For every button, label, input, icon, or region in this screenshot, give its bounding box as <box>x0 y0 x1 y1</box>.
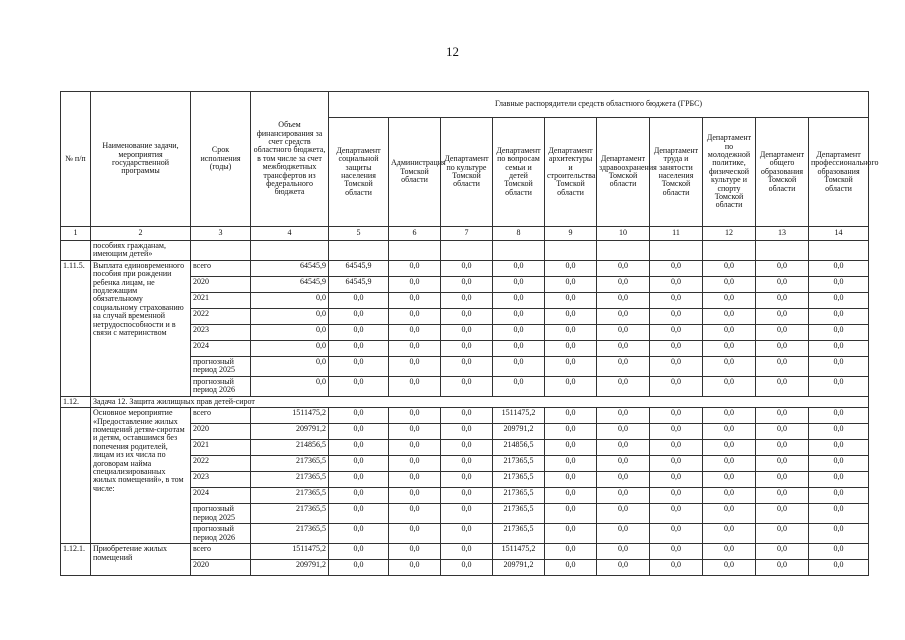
row-period: прогнозный период 2026 <box>191 376 251 396</box>
value-cell: 0,0 <box>809 260 869 276</box>
value-cell: 0,0 <box>809 356 869 376</box>
row-period: 2023 <box>191 324 251 340</box>
value-cell: 0,0 <box>756 504 809 524</box>
value-cell: 0,0 <box>493 376 545 396</box>
value-cell: 0,0 <box>441 524 493 544</box>
value-cell: 0,0 <box>809 340 869 356</box>
value-cell: 0,0 <box>389 260 441 276</box>
value-cell: 0,0 <box>597 544 650 560</box>
row-period: 2023 <box>191 472 251 488</box>
value-cell: 0,0 <box>650 260 703 276</box>
value-cell: 0,0 <box>650 308 703 324</box>
column-number: 12 <box>703 227 756 241</box>
value-cell: 0,0 <box>441 292 493 308</box>
value-cell: 0,0 <box>329 324 389 340</box>
value-cell: 0,0 <box>650 408 703 424</box>
page-number: 12 <box>446 44 459 59</box>
header-grbs-10: Департамент профессионального образования Томской области <box>809 118 869 227</box>
value-cell: 0,0 <box>809 524 869 544</box>
value-cell: 0,0 <box>809 424 869 440</box>
value-cell: 0,0 <box>597 472 650 488</box>
value-cell: 0,0 <box>329 292 389 308</box>
value-cell: 217365,5 <box>493 472 545 488</box>
value-cell: 0,0 <box>597 524 650 544</box>
value-cell: 0,0 <box>493 308 545 324</box>
continuation-row <box>61 241 869 261</box>
value-cell: 217365,5 <box>251 488 329 504</box>
value-cell: 0,0 <box>650 504 703 524</box>
value-cell: 0,0 <box>597 424 650 440</box>
value-cell: 0,0 <box>329 440 389 456</box>
value-cell: 0,0 <box>703 260 756 276</box>
header-col-volume: Объем финансирования за счет средств областного бюджета, в том числе за счет межбюджетных трансфертов из федерального бюджета <box>251 92 329 227</box>
row-period: 2024 <box>191 488 251 504</box>
value-cell: 0,0 <box>809 544 869 560</box>
value-cell: 0,0 <box>650 560 703 576</box>
column-number: 6 <box>389 227 441 241</box>
value-cell: 0,0 <box>597 340 650 356</box>
value-cell: 0,0 <box>703 504 756 524</box>
row-id: 1.11.5. <box>61 260 91 396</box>
header-grbs-3: Департамент по культуре Томской области <box>441 118 493 227</box>
column-number: 2 <box>91 227 191 241</box>
value-cell: 0,0 <box>597 276 650 292</box>
value-cell: 0,0 <box>545 324 597 340</box>
header-grbs-4: Департамент по вопросам семьи и детей Томской области <box>493 118 545 227</box>
value-cell: 0,0 <box>389 504 441 524</box>
value-cell: 0,0 <box>545 260 597 276</box>
row-period: прогнозный период 2025 <box>191 356 251 376</box>
value-cell: 0,0 <box>329 308 389 324</box>
task-id: 1.12. <box>61 396 91 407</box>
value-cell: 0,0 <box>545 308 597 324</box>
value-cell: 0,0 <box>389 324 441 340</box>
value-cell: 0,0 <box>703 340 756 356</box>
value-cell: 0,0 <box>545 292 597 308</box>
value-cell: 0,0 <box>441 276 493 292</box>
value-cell: 0,0 <box>441 356 493 376</box>
value-cell: 0,0 <box>650 324 703 340</box>
value-cell: 1511475,2 <box>493 544 545 560</box>
value-cell: 0,0 <box>545 424 597 440</box>
value-cell: 0,0 <box>389 308 441 324</box>
row-period: всего <box>191 408 251 424</box>
value-cell: 0,0 <box>251 340 329 356</box>
value-cell: 0,0 <box>389 560 441 576</box>
value-cell: 0,0 <box>650 488 703 504</box>
value-cell: 0,0 <box>441 440 493 456</box>
row-period: всего <box>191 260 251 276</box>
header-col-num: № п/п <box>61 92 91 227</box>
value-cell: 0,0 <box>597 440 650 456</box>
value-cell: 0,0 <box>703 440 756 456</box>
value-cell: 0,0 <box>756 524 809 544</box>
header-grbs-9: Департамент общего образования Томской области <box>756 118 809 227</box>
value-cell: 0,0 <box>597 356 650 376</box>
value-cell: 0,0 <box>329 560 389 576</box>
value-cell: 0,0 <box>703 456 756 472</box>
value-cell: 0,0 <box>809 488 869 504</box>
value-cell: 0,0 <box>545 560 597 576</box>
header-col-name: Наименование задачи, мероприятия государственной программы <box>91 92 191 227</box>
value-cell: 0,0 <box>389 340 441 356</box>
column-number: 8 <box>493 227 545 241</box>
value-cell: 0,0 <box>650 440 703 456</box>
value-cell: 0,0 <box>597 292 650 308</box>
value-cell: 0,0 <box>389 456 441 472</box>
column-number: 5 <box>329 227 389 241</box>
value-cell: 0,0 <box>756 292 809 308</box>
value-cell: 0,0 <box>756 472 809 488</box>
budget-table <box>60 91 879 576</box>
value-cell: 217365,5 <box>493 524 545 544</box>
value-cell: 0,0 <box>493 324 545 340</box>
value-cell: 0,0 <box>251 308 329 324</box>
task-title: Задача 12. Защита жилищных прав детей-сирот <box>91 396 869 407</box>
row-period: всего <box>191 544 251 560</box>
value-cell: 0,0 <box>493 276 545 292</box>
header-grbs-2: Администрация Томской области <box>389 118 441 227</box>
column-number: 10 <box>597 227 650 241</box>
value-cell: 0,0 <box>756 340 809 356</box>
value-cell: 0,0 <box>703 424 756 440</box>
value-cell: 0,0 <box>756 456 809 472</box>
value-cell: 0,0 <box>441 560 493 576</box>
value-cell: 0,0 <box>809 504 869 524</box>
table-row <box>61 544 869 560</box>
row-period: 2021 <box>191 292 251 308</box>
value-cell: 0,0 <box>329 544 389 560</box>
value-cell: 0,0 <box>389 356 441 376</box>
value-cell: 0,0 <box>329 524 389 544</box>
value-cell: 217365,5 <box>251 472 329 488</box>
value-cell: 0,0 <box>329 472 389 488</box>
value-cell: 1511475,2 <box>251 408 329 424</box>
row-period: прогнозный период 2025 <box>191 504 251 524</box>
value-cell: 0,0 <box>703 292 756 308</box>
value-cell: 0,0 <box>441 340 493 356</box>
column-number: 9 <box>545 227 597 241</box>
value-cell: 0,0 <box>329 376 389 396</box>
column-number: 14 <box>809 227 869 241</box>
value-cell: 0,0 <box>493 356 545 376</box>
value-cell: 0,0 <box>703 472 756 488</box>
value-cell: 0,0 <box>703 560 756 576</box>
row-period: 2022 <box>191 308 251 324</box>
value-cell: 0,0 <box>251 324 329 340</box>
header-grbs-5: Департамент архитектуры и строительства Томской области <box>545 118 597 227</box>
value-cell: 0,0 <box>545 376 597 396</box>
value-cell: 0,0 <box>703 408 756 424</box>
header-grbs-group: Главные распорядители средств областного бюджета (ГРБС) <box>329 92 869 118</box>
value-cell: 0,0 <box>809 308 869 324</box>
value-cell: 0,0 <box>545 472 597 488</box>
column-number: 11 <box>650 227 703 241</box>
value-cell: 0,0 <box>703 308 756 324</box>
column-number: 3 <box>191 227 251 241</box>
value-cell: 217365,5 <box>493 488 545 504</box>
value-cell: 0,0 <box>329 424 389 440</box>
value-cell: 0,0 <box>441 424 493 440</box>
value-cell: 1511475,2 <box>493 408 545 424</box>
value-cell: 0,0 <box>441 456 493 472</box>
value-cell: 0,0 <box>703 376 756 396</box>
value-cell: 0,0 <box>441 324 493 340</box>
value-cell: 64545,9 <box>251 276 329 292</box>
continuation-name: пособиях гражданам, имеющим детей» <box>91 241 191 261</box>
value-cell: 0,0 <box>329 408 389 424</box>
value-cell: 0,0 <box>329 488 389 504</box>
value-cell: 0,0 <box>329 356 389 376</box>
value-cell: 0,0 <box>251 376 329 396</box>
value-cell: 0,0 <box>597 376 650 396</box>
value-cell: 0,0 <box>545 456 597 472</box>
value-cell: 0,0 <box>597 408 650 424</box>
header-grbs-1: Департамент социальной защиты населения Томской области <box>329 118 389 227</box>
column-number: 13 <box>756 227 809 241</box>
row-period: 2022 <box>191 456 251 472</box>
value-cell: 0,0 <box>756 324 809 340</box>
value-cell: 214856,5 <box>251 440 329 456</box>
value-cell: 0,0 <box>756 544 809 560</box>
value-cell: 0,0 <box>389 376 441 396</box>
value-cell: 0,0 <box>756 560 809 576</box>
value-cell: 0,0 <box>756 260 809 276</box>
value-cell: 0,0 <box>756 356 809 376</box>
value-cell: 0,0 <box>650 356 703 376</box>
value-cell: 0,0 <box>389 292 441 308</box>
value-cell: 0,0 <box>389 524 441 544</box>
table-row <box>61 260 869 276</box>
value-cell: 0,0 <box>809 560 869 576</box>
value-cell: 217365,5 <box>251 524 329 544</box>
value-cell: 0,0 <box>545 440 597 456</box>
value-cell: 0,0 <box>441 488 493 504</box>
value-cell: 0,0 <box>650 544 703 560</box>
value-cell: 0,0 <box>597 260 650 276</box>
value-cell: 64545,9 <box>329 276 389 292</box>
value-cell: 0,0 <box>703 544 756 560</box>
value-cell: 0,0 <box>756 276 809 292</box>
value-cell: 0,0 <box>493 340 545 356</box>
value-cell: 0,0 <box>545 340 597 356</box>
value-cell: 0,0 <box>809 408 869 424</box>
header-grbs-7: Департамент труда и занятости населения Томской области <box>650 118 703 227</box>
value-cell: 0,0 <box>703 524 756 544</box>
column-number: 1 <box>61 227 91 241</box>
value-cell: 0,0 <box>441 504 493 524</box>
table-row <box>61 408 869 424</box>
value-cell: 0,0 <box>545 524 597 544</box>
value-cell: 0,0 <box>389 544 441 560</box>
value-cell: 217365,5 <box>251 456 329 472</box>
value-cell: 0,0 <box>703 356 756 376</box>
value-cell: 0,0 <box>597 560 650 576</box>
value-cell: 217365,5 <box>493 504 545 524</box>
value-cell: 0,0 <box>650 276 703 292</box>
value-cell: 0,0 <box>389 424 441 440</box>
value-cell: 0,0 <box>809 376 869 396</box>
value-cell: 0,0 <box>650 472 703 488</box>
value-cell: 0,0 <box>809 292 869 308</box>
row-period: 2024 <box>191 340 251 356</box>
value-cell: 0,0 <box>756 308 809 324</box>
value-cell: 217365,5 <box>493 456 545 472</box>
value-cell: 0,0 <box>650 524 703 544</box>
value-cell: 0,0 <box>389 276 441 292</box>
value-cell: 0,0 <box>650 292 703 308</box>
value-cell: 64545,9 <box>251 260 329 276</box>
value-cell: 0,0 <box>389 472 441 488</box>
value-cell: 0,0 <box>703 488 756 504</box>
row-id: 1.12.1. <box>61 544 91 576</box>
value-cell: 0,0 <box>441 472 493 488</box>
value-cell: 0,0 <box>329 456 389 472</box>
value-cell: 214856,5 <box>493 440 545 456</box>
value-cell: 0,0 <box>597 488 650 504</box>
value-cell: 0,0 <box>650 424 703 440</box>
value-cell: 0,0 <box>809 324 869 340</box>
header-grbs-6: Департамент здравоохранения Томской области <box>597 118 650 227</box>
row-period: 2020 <box>191 424 251 440</box>
value-cell: 0,0 <box>389 440 441 456</box>
value-cell: 209791,2 <box>251 560 329 576</box>
row-period: прогнозный период 2026 <box>191 524 251 544</box>
value-cell: 0,0 <box>493 292 545 308</box>
row-name: Основное мероприятие «Предоставление жилых помещений детям-сиротам и детям, оставшимся без попечения родителей, лицам из их числа по договорам найма специализированных жилых помещений», в том числе: <box>91 408 191 544</box>
value-cell: 0,0 <box>703 276 756 292</box>
value-cell: 0,0 <box>545 276 597 292</box>
row-period: 2020 <box>191 276 251 292</box>
value-cell: 0,0 <box>545 408 597 424</box>
header-col-period: Срок исполнения (годы) <box>191 92 251 227</box>
value-cell: 0,0 <box>650 376 703 396</box>
value-cell: 0,0 <box>441 376 493 396</box>
value-cell: 64545,9 <box>329 260 389 276</box>
row-period: 2021 <box>191 440 251 456</box>
value-cell: 209791,2 <box>251 424 329 440</box>
column-number: 4 <box>251 227 329 241</box>
value-cell: 0,0 <box>597 324 650 340</box>
value-cell: 209791,2 <box>493 424 545 440</box>
value-cell: 209791,2 <box>493 560 545 576</box>
value-cell: 0,0 <box>251 292 329 308</box>
value-cell: 0,0 <box>389 488 441 504</box>
task-row <box>61 396 869 407</box>
value-cell: 1511475,2 <box>251 544 329 560</box>
value-cell: 0,0 <box>389 408 441 424</box>
row-period: 2020 <box>191 560 251 576</box>
value-cell: 0,0 <box>597 456 650 472</box>
header-grbs-8: Департамент по молодежной политике, физической культуре и спорту Томской области <box>703 118 756 227</box>
value-cell: 0,0 <box>809 456 869 472</box>
value-cell: 0,0 <box>650 340 703 356</box>
row-name: Выплата единовременного пособия при рождении ребенка лицам, не подлежащим обязательному социальному страхованию на случай временной нетрудоспособности и в связи с материнством <box>91 260 191 396</box>
value-cell: 0,0 <box>597 504 650 524</box>
value-cell: 0,0 <box>650 456 703 472</box>
value-cell: 0,0 <box>597 308 650 324</box>
value-cell: 0,0 <box>756 488 809 504</box>
value-cell: 0,0 <box>809 440 869 456</box>
value-cell: 0,0 <box>809 472 869 488</box>
value-cell: 0,0 <box>441 260 493 276</box>
row-name: Приобретение жилых помещений <box>91 544 191 576</box>
value-cell: 0,0 <box>545 544 597 560</box>
value-cell: 0,0 <box>545 488 597 504</box>
value-cell: 0,0 <box>251 356 329 376</box>
value-cell: 0,0 <box>493 260 545 276</box>
value-cell: 217365,5 <box>251 504 329 524</box>
value-cell: 0,0 <box>756 440 809 456</box>
value-cell: 0,0 <box>756 408 809 424</box>
value-cell: 0,0 <box>441 308 493 324</box>
value-cell: 0,0 <box>545 356 597 376</box>
value-cell: 0,0 <box>441 408 493 424</box>
value-cell: 0,0 <box>545 504 597 524</box>
value-cell: 0,0 <box>441 544 493 560</box>
value-cell: 0,0 <box>809 276 869 292</box>
value-cell: 0,0 <box>329 340 389 356</box>
row-id <box>61 408 91 544</box>
column-number: 7 <box>441 227 493 241</box>
value-cell: 0,0 <box>703 324 756 340</box>
value-cell: 0,0 <box>756 376 809 396</box>
value-cell: 0,0 <box>329 504 389 524</box>
value-cell: 0,0 <box>756 424 809 440</box>
